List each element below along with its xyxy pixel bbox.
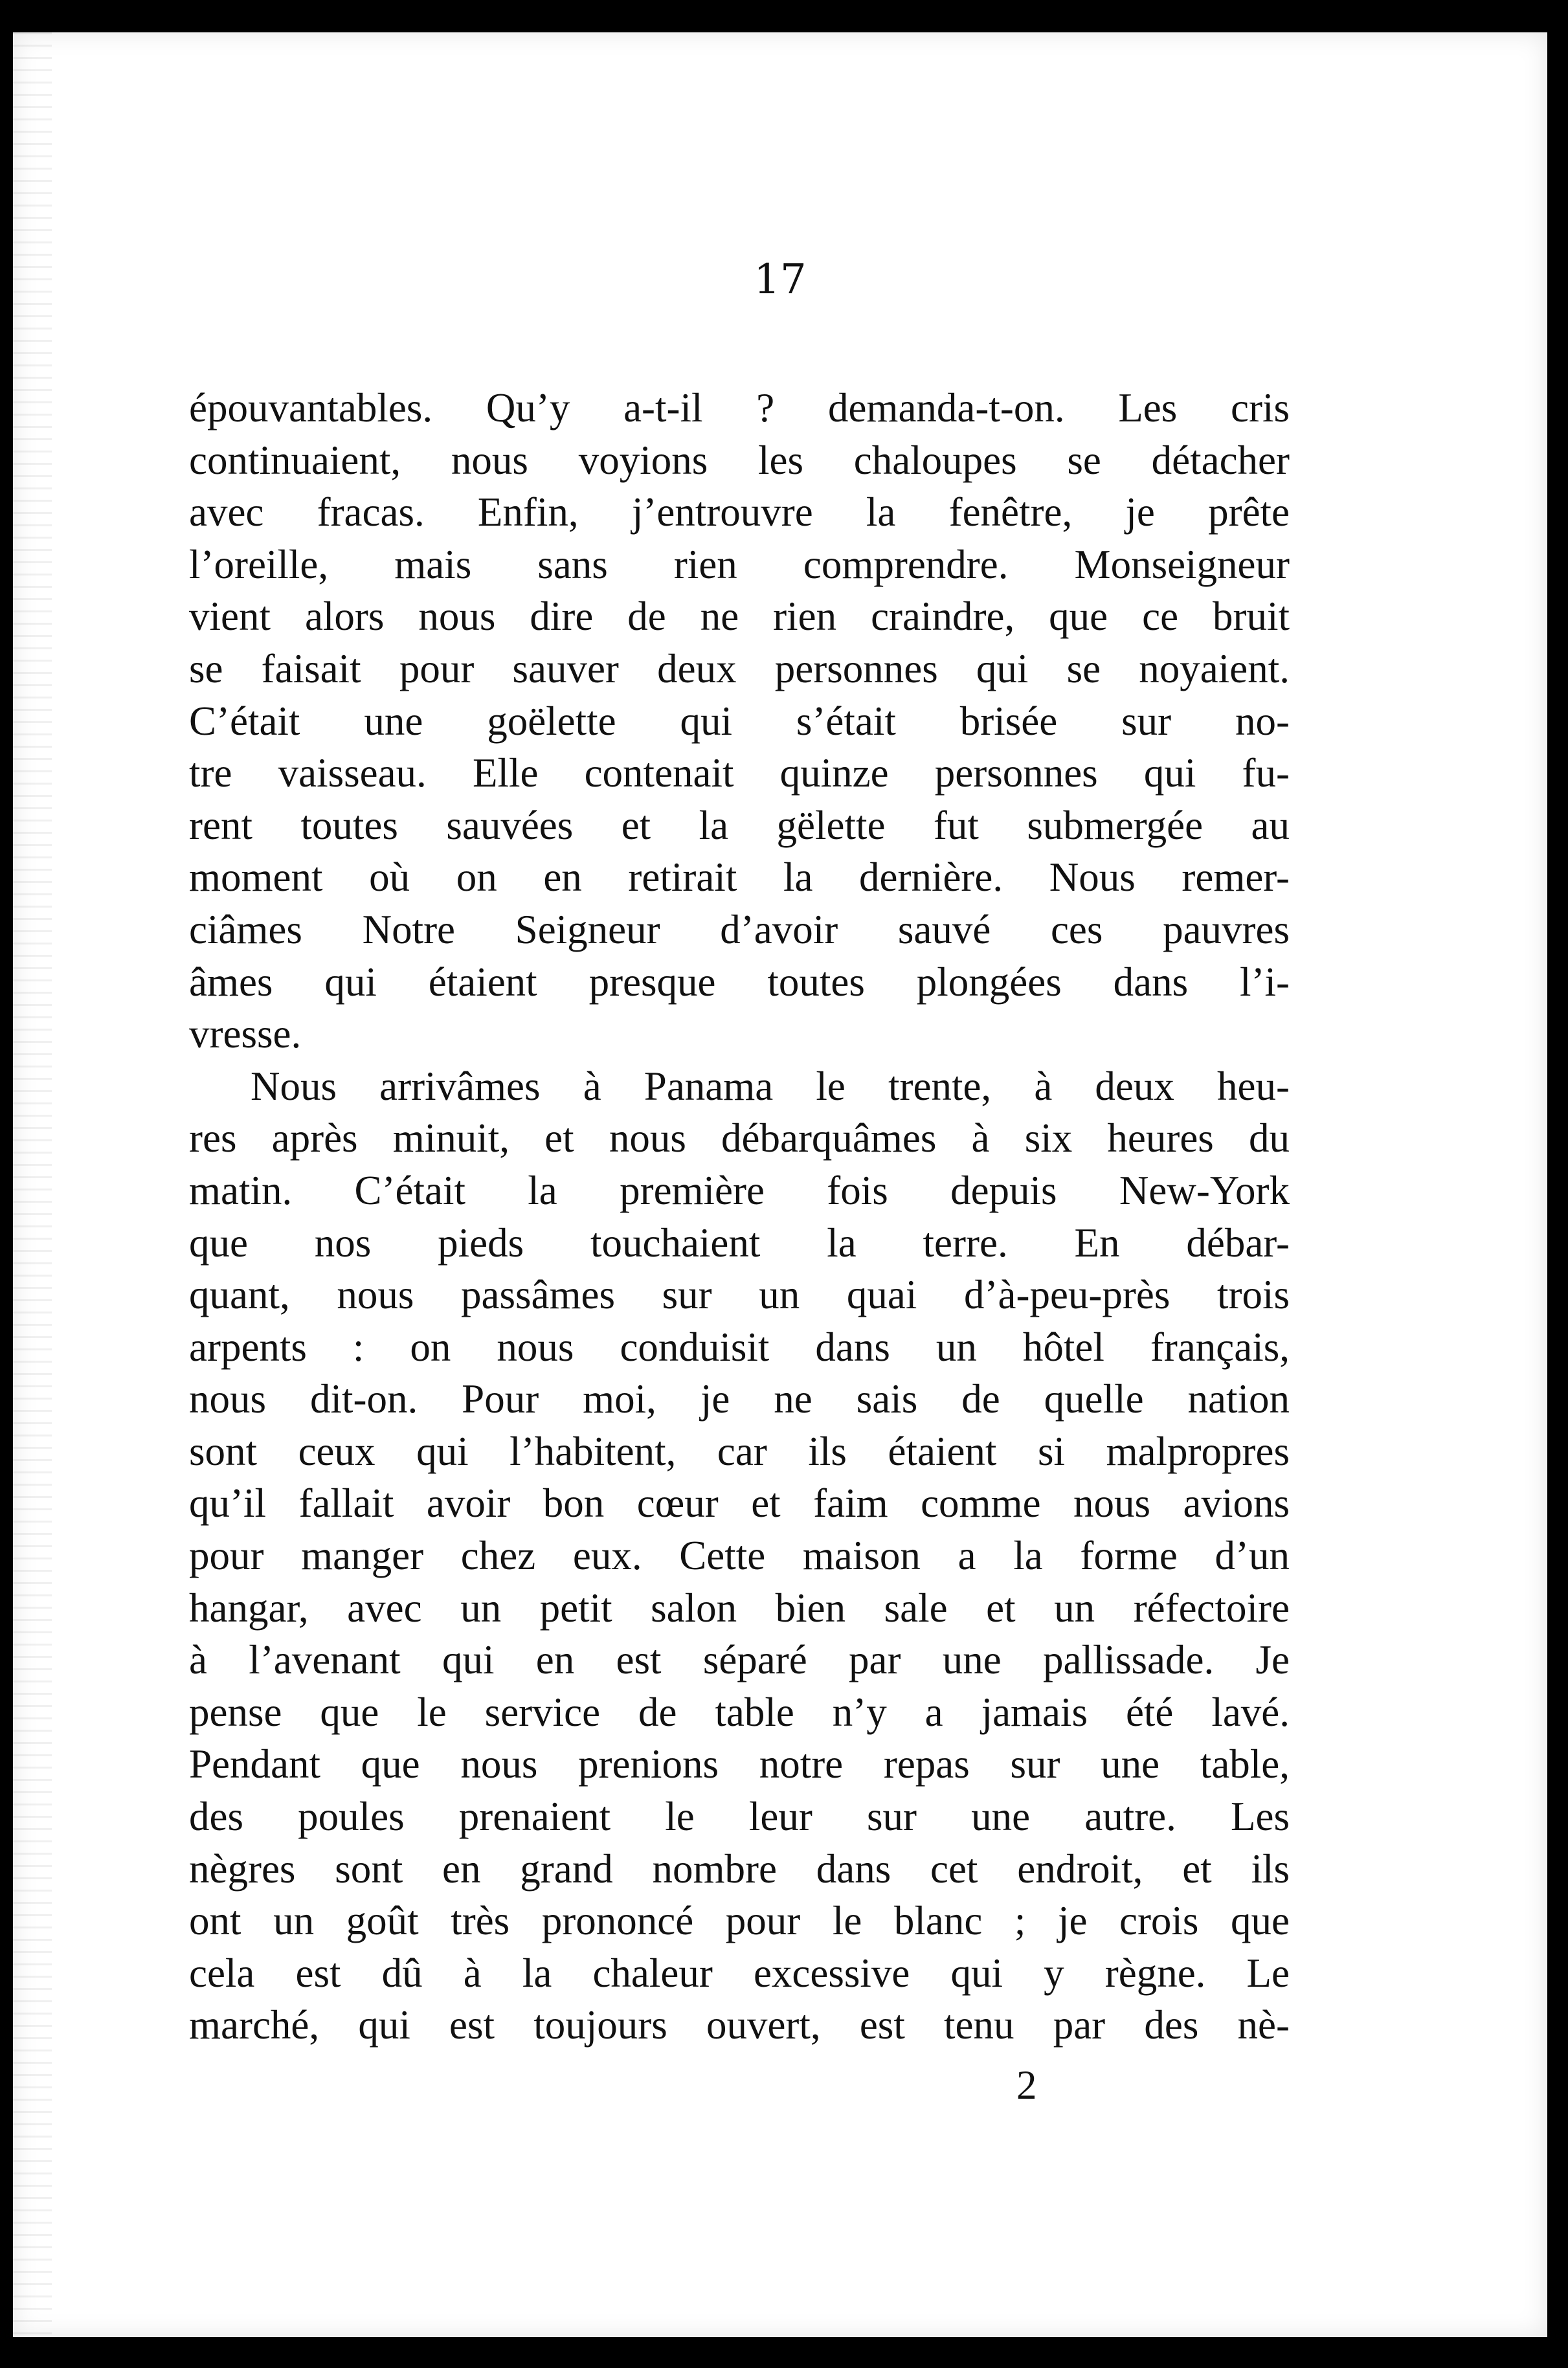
text-line: vient alors nous dire de ne rien craindre, que ce bruit bbox=[189, 594, 1290, 640]
text-line: qu’il fallait avoir bon cœur et faim comme nous avions bbox=[189, 1480, 1290, 1526]
text-line: cela est dû à la chaleur excessive qui y règne. Le bbox=[189, 1950, 1290, 1996]
text-line: nous dit-on. Pour moi, je ne sais de quelle nation bbox=[189, 1376, 1290, 1422]
text-line: rent toutes sauvées et la gëlette fut submergée au bbox=[189, 802, 1290, 848]
body-text bbox=[189, 382, 1290, 2051]
text-line: Nous arrivâmes à Panama le trente, à deux heu- bbox=[251, 1063, 1290, 1109]
text-line: matin. C’était la première fois depuis New-York bbox=[189, 1167, 1290, 1213]
paragraph-2 bbox=[189, 1060, 1290, 2051]
text-line: pour manger chez eux. Cette maison a la forme d’un bbox=[189, 1533, 1290, 1579]
text-line: des poules prenaient le leur sur une autre. Les bbox=[189, 1794, 1290, 1840]
text-line: moment où on en retirait la dernière. Nous remer- bbox=[189, 854, 1290, 900]
signature-number: 2 bbox=[1016, 2062, 1037, 2108]
text-line: épouvantables. Qu’y a-t-il ? demanda-t-on. Les cris bbox=[189, 385, 1290, 430]
text-line: âmes qui étaient presque toutes plongées dans l’i- bbox=[189, 959, 1290, 1005]
text-line: marché, qui est toujours ouvert, est tenu par des nè- bbox=[189, 2002, 1290, 2048]
text-line: tre vaisseau. Elle contenait quinze personnes qui fu- bbox=[189, 750, 1290, 796]
text-line: hangar, avec un petit salon bien sale et un réfectoire bbox=[189, 1585, 1290, 1631]
text-line: res après minuit, et nous débarquâmes à six heures du bbox=[189, 1115, 1290, 1161]
text-line: arpents : on nous conduisit dans un hôtel français, bbox=[189, 1324, 1290, 1370]
text-line: pense que le service de table n’y a jamais été lavé. bbox=[189, 1689, 1290, 1735]
text-line: C’était une goëlette qui s’était brisée sur no- bbox=[189, 698, 1290, 744]
text-line: nègres sont en grand nombre dans cet endroit, et ils bbox=[189, 1846, 1290, 1892]
text-line: avec fracas. Enfin, j’entrouvre la fenêtre, je prête bbox=[189, 489, 1290, 535]
text-line: Pendant que nous prenions notre repas sur une table, bbox=[189, 1741, 1290, 1787]
book-page bbox=[13, 32, 1547, 2337]
text-line: l’oreille, mais sans rien comprendre. Monseigneur bbox=[189, 541, 1290, 587]
text-line: ciâmes Notre Seigneur d’avoir sauvé ces pauvres bbox=[189, 906, 1290, 952]
paragraph-1 bbox=[189, 382, 1290, 1060]
text-line: vresse. bbox=[189, 1011, 302, 1057]
page-number: 17 bbox=[754, 256, 807, 304]
text-line: que nos pieds touchaient la terre. En débar- bbox=[189, 1220, 1290, 1266]
text-line: se faisait pour sauver deux personnes qui se noyaient. bbox=[189, 645, 1290, 691]
text-line: continuaient, nous voyions les chaloupes se détacher bbox=[189, 437, 1290, 483]
text-line: sont ceux qui l’habitent, car ils étaient si malpropres bbox=[189, 1428, 1290, 1474]
text-line: quant, nous passâmes sur un quai d’à-peu-près trois bbox=[189, 1272, 1290, 1318]
text-line: ont un goût très prononcé pour le blanc ; je crois que bbox=[189, 1898, 1290, 1944]
text-line: à l’avenant qui en est séparé par une pallissade. Je bbox=[189, 1637, 1290, 1683]
